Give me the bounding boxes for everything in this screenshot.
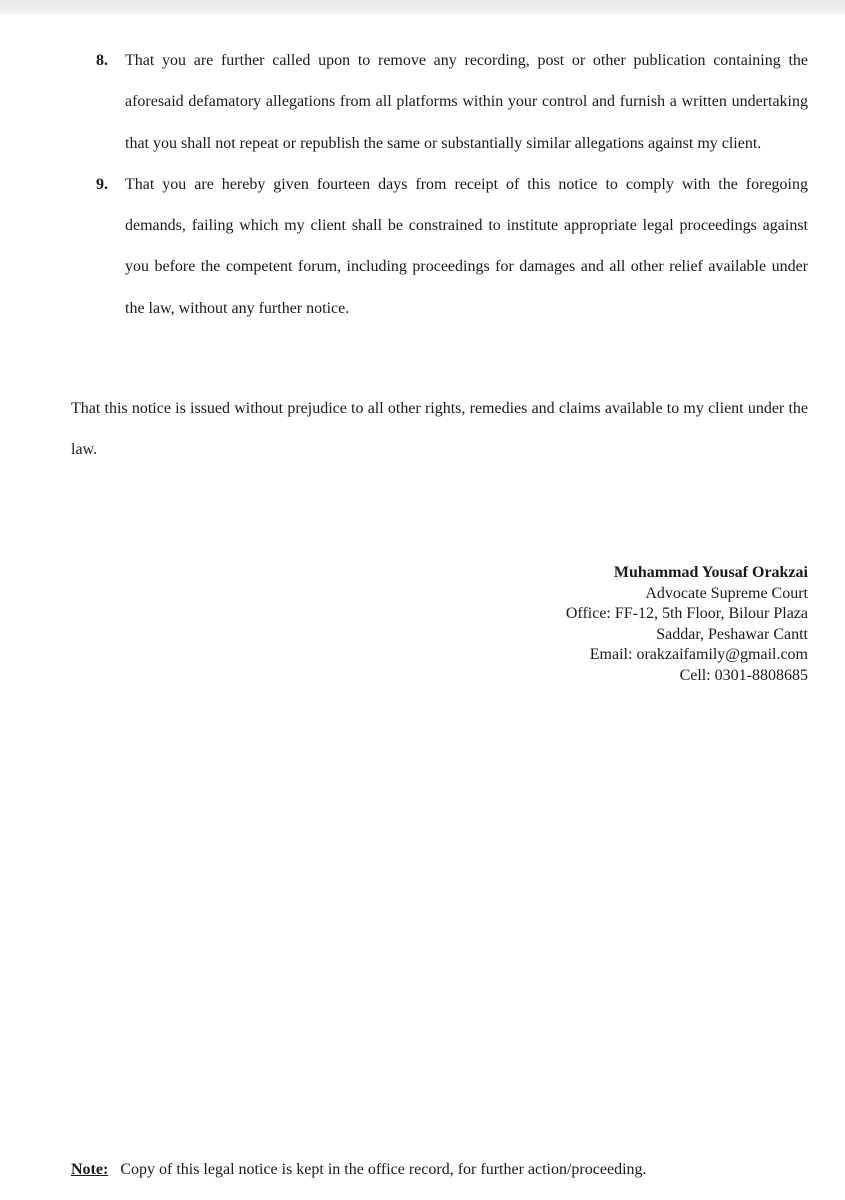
- cell-line: Cell: 0301-8808685: [679, 666, 808, 684]
- clause-number: 9.: [96, 175, 108, 193]
- clause-8: [96, 40, 808, 164]
- advocate-name: Muhammad Yousaf Orakzai: [613, 564, 808, 581]
- legal-notice-page: [0, 14, 845, 1200]
- note-text: Copy of this legal notice is kept in the office record, for further action/proceeding.: [120, 1161, 647, 1178]
- office-address: Office: FF-12, 5th Floor, Bilour Plaza: [565, 605, 808, 623]
- top-margin-strip: [0, 0, 845, 14]
- closing-paragraph: That this notice is issued without prejudice to all other rights, remedies and claims available to my client under the law.: [71, 400, 808, 459]
- clause-text: That you are further called upon to remove any recording, post or other publication containing the aforesaid defamatory allegations from all platforms within your control and furnish a written undertaking that you shall not repeat or republish the same or substantially similar allegations against my client.: [125, 52, 808, 152]
- clause-9: [96, 164, 808, 329]
- footer-note: [71, 1161, 647, 1179]
- note-label: Note:: [71, 1161, 109, 1178]
- advocate-title: Advocate Supreme Court: [645, 584, 808, 602]
- email-line: Email: orakzaifamily@gmail.com: [589, 646, 808, 664]
- clause-number: 8.: [96, 52, 108, 69]
- clause-text: That you are hereby given fourteen days from receipt of this notice to comply with the foregoing demands, failing which my client shall be constrained to institute appropriate legal proceedings against you before the competent forum, including proceedings for damages and all other relief available under the law, without any further notice.: [125, 175, 808, 317]
- office-locality: Saddar, Peshawar Cantt: [656, 625, 808, 643]
- numbered-clauses: [96, 40, 808, 329]
- signature-block: [566, 563, 808, 687]
